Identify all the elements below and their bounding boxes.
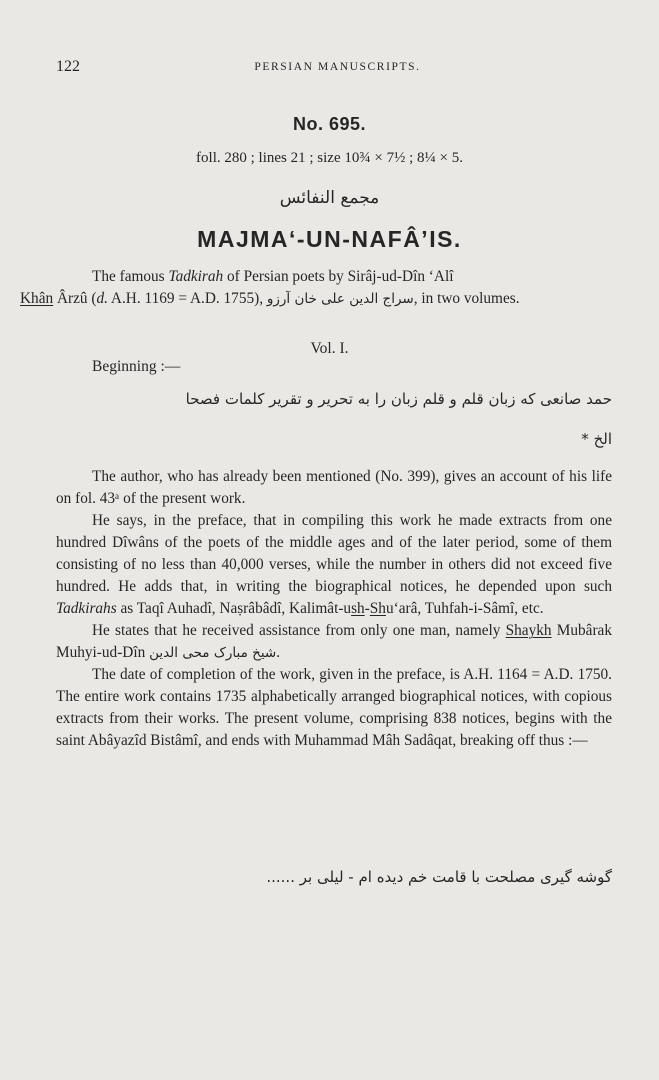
persian-shaykh-name: شیخ مبارک محی الدین [149,645,277,661]
intro-paragraph: The famous Tadkirah of Persian poets by Sirâj-ud-Dîn ‘Alî Khân Ârzû (d. A.H. 1169 = A.D. 1755), سراج الدين على خان آرزو, in two volumes. [20,268,520,307]
page-number: 122 [56,58,80,75]
persian-title: مجمع النفائس [279,188,380,208]
paragraph-author: The author, who has already been mentioned (No. 399), gives an account of his life on fol. 43ᵃ of the present work. [56,468,612,507]
beginning-persian-line-2: الخ * [581,430,612,448]
collation-line: foll. 280 ; lines 21 ; size 10¾ × 7½ ; 8¼ × 5. [196,150,463,166]
body-paragraphs [56,466,612,752]
volume-label: Vol. I. [310,340,349,357]
page-header [56,58,619,80]
entry-number: No. 695. [292,114,367,134]
beginning-persian-line-1: حمد صانعی که زبان قلم و قلم زبان را به تحریر و تقریر کلمات فصحا [185,390,612,408]
entry-title: MAJMA‘-UN-NAFÂ’IS. [197,226,462,252]
paragraph-date: The date of completion of the work, given in the preface, is A.H. 1164 = A.D. 1750. The entire work contains 1735 alphabetically arranged biographical notices, with copious extracts from their works. The present volume, comprising 838 notices, begins with the saint Abâyazîd Bistâmî, and ends with Muhammad Mâh Sadâqat, breaking off thus :— [56,666,612,749]
persian-author-name: سراج الدين على خان آرزو [266,291,414,307]
beginning-label: Beginning :— [92,358,181,375]
paragraph-assistance: He states that he received assistance from only one man, namely Shaykh Mubârak Muhyi-ud-Dîn شیخ مبارک محی الدین. [56,622,612,661]
running-head: PERSIAN MANUSCRIPTS. [254,61,421,73]
paragraph-preface: He says, in the preface, that in compiling this work he made extracts from one hundred Dîwâns of the poets of the middle ages and of the later period, some of them consisting of no less than 40,000 verses, while the number in others did not exceed five hundred. He adds that, in writing the biographical notices, he depended upon such Tadkirahs as Taqî Auhadî, Naṣrâbâdî, Kalimât-ush-Shu‘arâ, Tuhfah-i-Sâmî, etc. [56,512,612,617]
closing-persian-line: گوشه گیری مصلحت با قامت خم دیده ام - لیلی بر ...... [266,868,612,886]
